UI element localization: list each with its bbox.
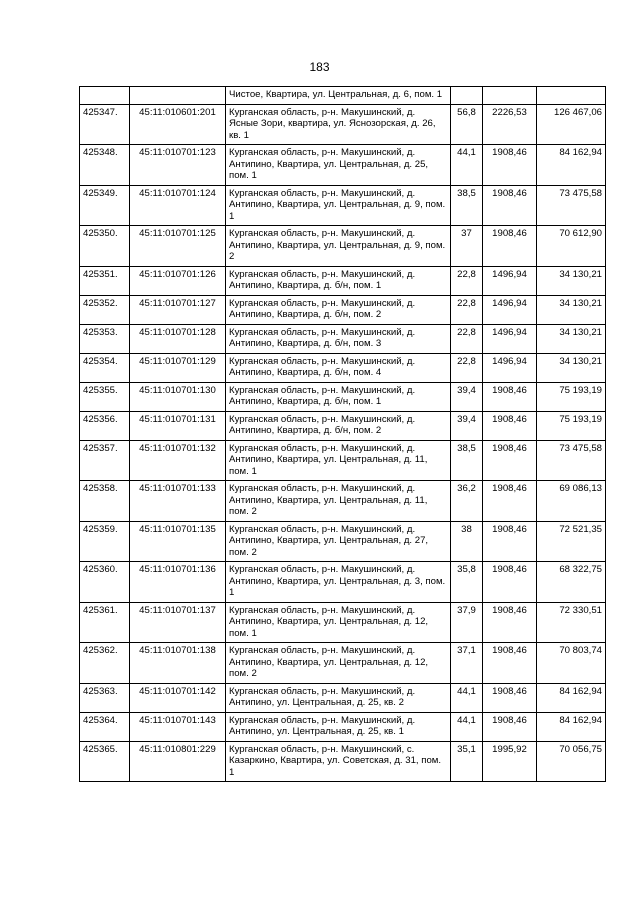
address-cell: Курганская область, р-н. Макушинский, д. Антипино, Квартира, ул. Центральная, д. 11, пом. 1 <box>226 440 451 481</box>
cadastral-number-cell: 45:11:010701:142 <box>130 683 226 712</box>
address-cell: Курганская область, р-н. Макушинский, д. Антипино, Квартира, ул. Центральная, д. 11, пом. 2 <box>226 481 451 522</box>
table-row <box>80 87 606 105</box>
table-row <box>80 440 606 481</box>
cadastral-number-cell: 45:11:010701:125 <box>130 226 226 267</box>
cadastral-value-cell: 34 130,21 <box>537 266 606 295</box>
cadastral-number-cell: 45:11:010801:229 <box>130 741 226 782</box>
specific-value-cell: 1908,46 <box>483 562 537 603</box>
area-cell: 44,1 <box>451 712 483 741</box>
area-cell: 39,4 <box>451 382 483 411</box>
address-cell: Курганская область, р-н. Макушинский, д. Антипино, ул. Центральная, д. 25, кв. 2 <box>226 683 451 712</box>
area-cell: 22,8 <box>451 295 483 324</box>
row-number-cell: 425350. <box>80 226 130 267</box>
table-row <box>80 145 606 186</box>
area-cell: 35,1 <box>451 741 483 782</box>
row-number-cell: 425348. <box>80 145 130 186</box>
table-row <box>80 185 606 226</box>
row-number-cell: 425349. <box>80 185 130 226</box>
cadastral-value-cell: 34 130,21 <box>537 324 606 353</box>
address-cell: Курганская область, р-н. Макушинский, д. Антипино, ул. Центральная, д. 25, кв. 1 <box>226 712 451 741</box>
table-row <box>80 104 606 145</box>
specific-value-cell: 1908,46 <box>483 440 537 481</box>
specific-value-cell: 1908,46 <box>483 481 537 522</box>
table-row <box>80 324 606 353</box>
address-cell: Курганская область, р-н. Макушинский, д. Антипино, Квартира, ул. Центральная, д. 12, пом. 2 <box>226 643 451 684</box>
specific-value-cell: 1908,46 <box>483 712 537 741</box>
area-cell: 37 <box>451 226 483 267</box>
cadastral-number-cell: 45:11:010701:137 <box>130 602 226 643</box>
address-cell: Курганская область, р-н. Макушинский, д. Антипино, Квартира, д. б/н, пом. 3 <box>226 324 451 353</box>
specific-value-cell: 1908,46 <box>483 145 537 186</box>
area-cell: 56,8 <box>451 104 483 145</box>
specific-value-cell: 1908,46 <box>483 382 537 411</box>
page-number: 183 <box>309 60 330 74</box>
table-row <box>80 643 606 684</box>
table-row <box>80 741 606 782</box>
area-cell: 37,9 <box>451 602 483 643</box>
row-number-cell: 425365. <box>80 741 130 782</box>
area-cell: 38,5 <box>451 440 483 481</box>
cadastral-value-table <box>79 86 606 782</box>
specific-value-cell: 1908,46 <box>483 683 537 712</box>
cadastral-value-cell: 69 086,13 <box>537 481 606 522</box>
specific-value-cell: 1908,46 <box>483 602 537 643</box>
area-cell: 44,1 <box>451 683 483 712</box>
cadastral-value-cell: 84 162,94 <box>537 683 606 712</box>
address-cell: Курганская область, р-н. Макушинский, д. Антипино, Квартира, ул. Центральная, д. 9, пом. 1 <box>226 185 451 226</box>
specific-value-cell: 1908,46 <box>483 521 537 562</box>
area-cell: 38,5 <box>451 185 483 226</box>
row-number-cell: 425354. <box>80 353 130 382</box>
row-number-cell: 425351. <box>80 266 130 295</box>
area-cell: 36,2 <box>451 481 483 522</box>
row-number-cell: 425361. <box>80 602 130 643</box>
area-cell: 39,4 <box>451 411 483 440</box>
cadastral-number-cell: 45:11:010701:138 <box>130 643 226 684</box>
row-number-cell: 425355. <box>80 382 130 411</box>
specific-value-cell: 1995,92 <box>483 741 537 782</box>
area-cell: 35,8 <box>451 562 483 603</box>
row-number-cell: 425353. <box>80 324 130 353</box>
cadastral-number-cell: 45:11:010701:132 <box>130 440 226 481</box>
cadastral-number-cell <box>130 87 226 105</box>
cadastral-value-cell: 75 193,19 <box>537 411 606 440</box>
cadastral-number-cell: 45:11:010701:130 <box>130 382 226 411</box>
area-cell: 37,1 <box>451 643 483 684</box>
address-cell: Курганская область, р-н. Макушинский, д. Антипино, Квартира, д. б/н, пом. 2 <box>226 411 451 440</box>
address-cell: Курганская область, р-н. Макушинский, с. Казаркино, Квартира, ул. Советская, д. 31, пом. 1 <box>226 741 451 782</box>
cadastral-number-cell: 45:11:010701:123 <box>130 145 226 186</box>
row-number-cell: 425359. <box>80 521 130 562</box>
table-row <box>80 602 606 643</box>
area-cell: 38 <box>451 521 483 562</box>
table-row <box>80 712 606 741</box>
cadastral-value-cell: 72 330,51 <box>537 602 606 643</box>
cadastral-number-cell: 45:11:010701:128 <box>130 324 226 353</box>
specific-value-cell: 1496,94 <box>483 324 537 353</box>
row-number-cell: 425362. <box>80 643 130 684</box>
row-number-cell: 425356. <box>80 411 130 440</box>
cadastral-value-cell: 34 130,21 <box>537 295 606 324</box>
area-cell: 22,8 <box>451 266 483 295</box>
address-cell: Курганская область, р-н. Макушинский, д. Антипино, Квартира, д. б/н, пом. 1 <box>226 266 451 295</box>
specific-value-cell: 1908,46 <box>483 411 537 440</box>
row-number-cell: 425364. <box>80 712 130 741</box>
address-cell: Курганская область, р-н. Макушинский, д. Антипино, Квартира, д. б/н, пом. 1 <box>226 382 451 411</box>
cadastral-value-cell: 70 803,74 <box>537 643 606 684</box>
area-cell <box>451 87 483 105</box>
cadastral-value-cell: 70 612,90 <box>537 226 606 267</box>
cadastral-number-cell: 45:11:010701:127 <box>130 295 226 324</box>
specific-value-cell: 1908,46 <box>483 643 537 684</box>
cadastral-value-cell: 73 475,58 <box>537 185 606 226</box>
cadastral-number-cell: 45:11:010701:129 <box>130 353 226 382</box>
row-number-cell: 425358. <box>80 481 130 522</box>
row-number-cell: 425357. <box>80 440 130 481</box>
table-row <box>80 521 606 562</box>
table-body <box>80 87 606 782</box>
row-number-cell <box>80 87 130 105</box>
cadastral-value-cell: 72 521,35 <box>537 521 606 562</box>
row-number-cell: 425352. <box>80 295 130 324</box>
address-cell: Курганская область, р-н. Макушинский, д. Ясные Зори, квартира, ул. Яснозорская, д. 26, кв. 1 <box>226 104 451 145</box>
specific-value-cell: 2226,53 <box>483 104 537 145</box>
cadastral-number-cell: 45:11:010701:126 <box>130 266 226 295</box>
cadastral-number-cell: 45:11:010701:143 <box>130 712 226 741</box>
address-cell: Курганская область, р-н. Макушинский, д. Антипино, Квартира, ул. Центральная, д. 9, пом. 2 <box>226 226 451 267</box>
table-row <box>80 683 606 712</box>
cadastral-value-cell: 126 467,06 <box>537 104 606 145</box>
specific-value-cell: 1908,46 <box>483 185 537 226</box>
area-cell: 22,8 <box>451 353 483 382</box>
cadastral-value-cell: 84 162,94 <box>537 712 606 741</box>
address-cell: Курганская область, р-н. Макушинский, д. Антипино, Квартира, ул. Центральная, д. 12, пом. 1 <box>226 602 451 643</box>
specific-value-cell <box>483 87 537 105</box>
cadastral-value-cell: 73 475,58 <box>537 440 606 481</box>
address-cell: Чистое, Квартира, ул. Центральная, д. 6, пом. 1 <box>226 87 451 105</box>
table-row <box>80 226 606 267</box>
cadastral-value-cell: 34 130,21 <box>537 353 606 382</box>
area-cell: 22,8 <box>451 324 483 353</box>
cadastral-value-cell: 84 162,94 <box>537 145 606 186</box>
row-number-cell: 425360. <box>80 562 130 603</box>
address-cell: Курганская область, р-н. Макушинский, д. Антипино, Квартира, д. б/н, пом. 2 <box>226 295 451 324</box>
address-cell: Курганская область, р-н. Макушинский, д. Антипино, Квартира, ул. Центральная, д. 27, пом. 2 <box>226 521 451 562</box>
cadastral-number-cell: 45:11:010701:135 <box>130 521 226 562</box>
cadastral-value-cell <box>537 87 606 105</box>
table-row <box>80 266 606 295</box>
cadastral-number-cell: 45:11:010701:131 <box>130 411 226 440</box>
specific-value-cell: 1908,46 <box>483 226 537 267</box>
cadastral-number-cell: 45:11:010601:201 <box>130 104 226 145</box>
table-row <box>80 353 606 382</box>
address-cell: Курганская область, р-н. Макушинский, д. Антипино, Квартира, ул. Центральная, д. 25, пом. 1 <box>226 145 451 186</box>
table-row <box>80 382 606 411</box>
table-row <box>80 481 606 522</box>
row-number-cell: 425347. <box>80 104 130 145</box>
specific-value-cell: 1496,94 <box>483 353 537 382</box>
cadastral-number-cell: 45:11:010701:133 <box>130 481 226 522</box>
cadastral-value-cell: 75 193,19 <box>537 382 606 411</box>
cadastral-number-cell: 45:11:010701:124 <box>130 185 226 226</box>
address-cell: Курганская область, р-н. Макушинский, д. Антипино, Квартира, ул. Центральная, д. 3, пом. 1 <box>226 562 451 603</box>
specific-value-cell: 1496,94 <box>483 266 537 295</box>
cadastral-value-cell: 68 322,75 <box>537 562 606 603</box>
cadastral-value-cell: 70 056,75 <box>537 741 606 782</box>
table-row <box>80 295 606 324</box>
row-number-cell: 425363. <box>80 683 130 712</box>
table-row <box>80 411 606 440</box>
table-row <box>80 562 606 603</box>
area-cell: 44,1 <box>451 145 483 186</box>
address-cell: Курганская область, р-н. Макушинский, д. Антипино, Квартира, д. б/н, пом. 4 <box>226 353 451 382</box>
specific-value-cell: 1496,94 <box>483 295 537 324</box>
cadastral-number-cell: 45:11:010701:136 <box>130 562 226 603</box>
